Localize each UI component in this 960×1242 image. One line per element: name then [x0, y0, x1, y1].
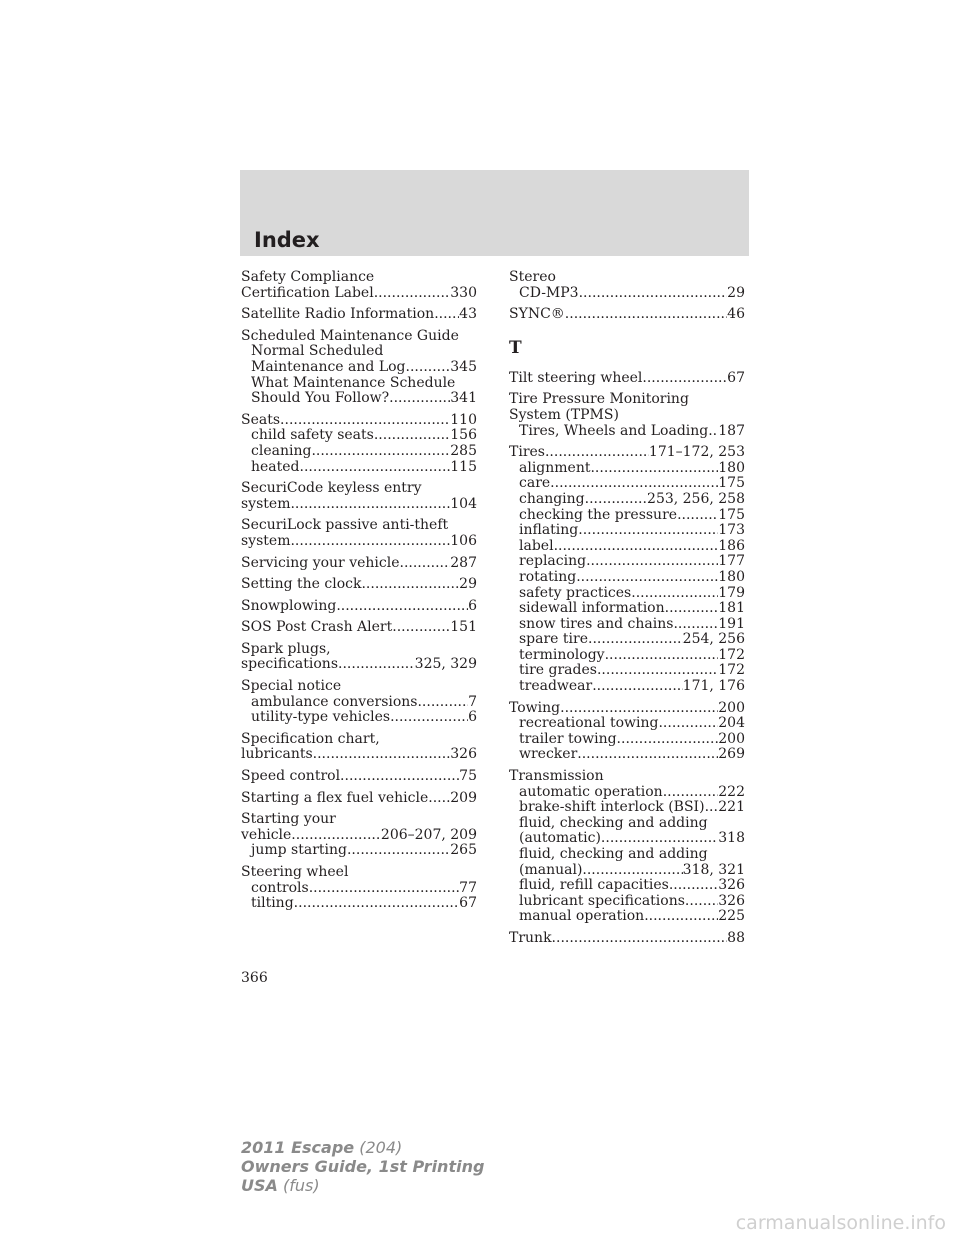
index-subentry — [509, 617, 745, 633]
index-entry-line — [241, 497, 477, 513]
index-subentry — [509, 424, 745, 440]
page-reference: 67 — [727, 369, 745, 386]
index-entry-line — [509, 371, 745, 387]
index-entry — [241, 791, 477, 807]
dot-leader — [631, 586, 718, 602]
entry-label: (automatic) — [519, 830, 601, 847]
entry-label: Satellite Radio Information — [241, 306, 435, 323]
entry-label: child safety seats — [251, 427, 374, 444]
page-reference: 175 — [718, 475, 745, 492]
dot-leader — [361, 577, 459, 593]
index-subentry — [509, 894, 745, 910]
index-entry — [241, 577, 477, 593]
page-reference: 46 — [727, 306, 745, 323]
page-reference: 172 — [718, 662, 745, 679]
dot-leader — [291, 828, 381, 844]
index-subentry — [509, 863, 745, 879]
page-reference: 151 — [450, 619, 477, 636]
page-reference: 285 — [450, 442, 477, 459]
index-subentry — [509, 508, 745, 524]
entry-label: vehicle — [241, 826, 292, 843]
page-reference: 180 — [718, 568, 745, 585]
index-entry-line — [509, 701, 745, 717]
entry-label: manual operation — [519, 908, 645, 925]
dot-leader — [550, 476, 718, 492]
page-number: 366 — [241, 970, 268, 986]
index-entry-line — [509, 307, 745, 323]
entry-label: Transmission — [509, 768, 604, 785]
watermark: carmanualsonline.info — [735, 1212, 946, 1234]
dot-leader — [280, 413, 450, 429]
page-reference: 318, 321 — [682, 861, 745, 878]
index-subentry — [509, 663, 745, 679]
page-reference: 110 — [450, 411, 477, 428]
index-subentry — [509, 539, 745, 555]
dot-leader — [565, 307, 727, 323]
index-entry — [241, 518, 477, 549]
entry-label: changing — [519, 490, 585, 507]
index-subentry — [509, 816, 745, 832]
dot-leader — [406, 360, 451, 376]
entry-label: automatic operation — [519, 783, 663, 800]
entry-label: jump starting — [251, 842, 347, 859]
dot-leader — [685, 894, 718, 910]
entry-label: wrecker — [519, 746, 578, 763]
index-entry-line — [241, 812, 477, 828]
index-entry-line — [241, 679, 477, 695]
index-entry-line — [241, 599, 477, 615]
print-footer — [241, 1138, 484, 1195]
dot-leader — [290, 497, 450, 513]
entry-label: ambulance conversions — [251, 693, 418, 710]
index-subentry — [241, 391, 477, 407]
entry-label: care — [519, 475, 551, 492]
dot-leader — [554, 539, 719, 555]
dot-leader — [592, 679, 682, 695]
index-entry — [241, 307, 477, 323]
dot-leader — [705, 800, 719, 816]
page-reference: 254, 256 — [682, 631, 745, 648]
dot-leader — [313, 747, 451, 763]
entry-label: SYNC® — [509, 306, 565, 323]
index-entry — [241, 769, 477, 785]
entry-label: Specification chart, — [241, 730, 380, 747]
entry-label: Certification Label — [241, 284, 374, 301]
index-subentry — [509, 878, 745, 894]
entry-label: What Maintenance Schedule — [251, 374, 456, 391]
page-reference: 171, 176 — [682, 678, 745, 695]
entry-label: (manual) — [519, 861, 583, 878]
entry-label: brake-shift interlock (BSI) — [519, 799, 705, 816]
dot-leader — [389, 391, 450, 407]
index-entry — [241, 599, 477, 615]
index-entry — [241, 556, 477, 572]
dot-leader — [560, 701, 718, 717]
index-group-s-continued — [509, 270, 745, 323]
page-reference: 209 — [450, 789, 477, 806]
page-reference: 75 — [459, 768, 477, 785]
index-subentry — [509, 523, 745, 539]
dot-leader — [708, 424, 718, 440]
entry-label: Towing — [509, 699, 561, 716]
entry-label: Trunk — [509, 929, 552, 946]
index-entry-line — [241, 791, 477, 807]
index-subentry — [241, 344, 477, 360]
index-entry-line — [241, 413, 477, 429]
page-reference: 106 — [450, 532, 477, 549]
index-entry-line — [241, 620, 477, 636]
page-reference: 179 — [718, 584, 745, 601]
index-entry — [509, 701, 745, 763]
index-entry — [509, 445, 745, 695]
entry-label: Safety Compliance — [241, 269, 375, 285]
page-reference: 191 — [718, 615, 745, 632]
dot-leader — [400, 556, 451, 572]
index-column-left — [241, 270, 477, 918]
index-entry — [241, 865, 477, 912]
page-reference: 269 — [718, 746, 745, 763]
dot-leader — [617, 732, 719, 748]
index-entry — [241, 679, 477, 726]
index-subentry — [509, 732, 745, 748]
page-reference: 287 — [450, 554, 477, 571]
index-entry-line — [509, 408, 745, 424]
entry-label: trailer towing — [519, 730, 617, 747]
index-entry-line — [241, 556, 477, 572]
page-reference: 177 — [718, 553, 745, 570]
dot-leader — [588, 632, 683, 648]
page-reference: 67 — [459, 895, 477, 912]
page-reference: 104 — [450, 495, 477, 512]
page-reference: 173 — [718, 522, 745, 539]
dot-leader — [545, 445, 649, 461]
index-subentry — [509, 847, 745, 863]
index-subentry — [509, 461, 745, 477]
index-subentry — [509, 286, 745, 302]
dot-leader — [590, 461, 718, 477]
index-subentry — [241, 376, 477, 392]
entry-label: spare tire — [519, 631, 589, 648]
dot-leader — [428, 791, 450, 807]
entry-label: CD-MP3 — [519, 284, 579, 301]
page-reference: 180 — [718, 459, 745, 476]
dot-leader — [665, 601, 719, 617]
index-entry-line — [241, 518, 477, 534]
index-entry — [509, 769, 745, 925]
entry-label: sidewall information — [519, 600, 665, 617]
dot-leader — [642, 371, 727, 387]
index-subentry — [509, 831, 745, 847]
page-reference: 200 — [718, 699, 745, 716]
dot-leader — [677, 508, 718, 524]
index-entry-line — [241, 865, 477, 881]
page-reference: 171–172, 253 — [648, 444, 745, 461]
index-subentry — [241, 428, 477, 444]
index-entry-line — [241, 577, 477, 593]
index-entry-line — [241, 657, 477, 673]
dot-leader — [605, 648, 719, 664]
entry-label: terminology — [519, 646, 605, 663]
entry-label: Scheduled Maintenance Guide — [241, 327, 459, 344]
dot-leader — [338, 657, 415, 673]
entry-label: utility-type vehicles — [251, 709, 391, 726]
index-subentry — [509, 492, 745, 508]
page-reference: 326 — [718, 877, 745, 894]
entry-label: Snowplowing — [241, 597, 337, 614]
index-subentry — [509, 716, 745, 732]
page-reference: 175 — [718, 506, 745, 523]
index-subentry — [509, 747, 745, 763]
index-group-t — [509, 371, 745, 947]
index-subentry — [241, 695, 477, 711]
entry-label: snow tires and chains — [519, 615, 674, 632]
index-entry — [241, 270, 477, 301]
entry-label: lubricant specifications — [519, 892, 685, 909]
entry-label: Stereo — [509, 269, 556, 285]
page-reference: 222 — [718, 783, 745, 800]
index-entry-line — [509, 931, 745, 947]
index-subentry — [509, 785, 745, 801]
dot-leader — [300, 460, 451, 476]
entry-label: inflating — [519, 522, 579, 539]
index-subentry — [241, 896, 477, 912]
dot-leader — [290, 534, 450, 550]
index-subentry — [509, 679, 745, 695]
page-reference: 172 — [718, 646, 745, 663]
index-entry-line — [241, 286, 477, 302]
page-reference: 29 — [727, 284, 745, 301]
index-subentry — [241, 460, 477, 476]
entry-label: tire grades — [519, 662, 597, 679]
page-reference: 43 — [459, 306, 477, 323]
dot-leader — [347, 843, 450, 859]
index-subentry — [241, 710, 477, 726]
page-reference: 187 — [718, 422, 745, 439]
footer-line-printing: Owners Guide, 1st Printing — [241, 1157, 485, 1176]
entry-label: Special notice — [241, 678, 342, 695]
dot-leader — [585, 492, 647, 508]
page-title: Index — [254, 228, 320, 252]
page-reference: 253, 256, 258 — [647, 490, 745, 507]
page-reference: 225 — [718, 908, 745, 925]
index-entry — [241, 642, 477, 673]
page-reference: 6 — [468, 709, 477, 726]
entry-label: cleaning — [251, 442, 312, 459]
page-reference: 326 — [450, 746, 477, 763]
entry-label: alignment — [519, 459, 591, 476]
entry-label: Steering wheel — [241, 864, 349, 880]
page-reference: 330 — [450, 284, 477, 301]
index-entry — [509, 371, 745, 387]
index-subentry — [509, 800, 745, 816]
page-reference: 326 — [718, 892, 745, 909]
index-subentry — [241, 881, 477, 897]
footer-line-model: 2011 Escape (204) — [241, 1138, 403, 1157]
dot-leader — [663, 785, 719, 801]
index-entry-line — [509, 392, 745, 408]
index-entry — [509, 270, 745, 301]
index-entry — [241, 620, 477, 636]
index-entry-line — [241, 329, 477, 345]
index-entry-line — [241, 481, 477, 497]
page-reference: 115 — [450, 458, 477, 475]
page-reference: 206–207, 209 — [380, 826, 477, 843]
page-reference: 88 — [727, 929, 745, 946]
index-entry — [241, 413, 477, 475]
page-reference: 200 — [718, 730, 745, 747]
index-header-band — [240, 170, 749, 256]
index-entry — [241, 481, 477, 512]
dot-leader — [340, 769, 459, 785]
entry-label: specifications — [241, 656, 339, 673]
dot-leader — [392, 620, 450, 636]
index-entry — [241, 329, 477, 407]
dot-leader — [601, 831, 718, 847]
entry-label: Should You Follow? — [251, 390, 390, 407]
page-reference: 77 — [459, 879, 477, 896]
page-reference: 6 — [468, 597, 477, 614]
index-entry — [241, 812, 477, 859]
index-subentry — [509, 586, 745, 602]
dot-leader — [434, 307, 459, 323]
index-subentry — [509, 554, 745, 570]
index-column-right — [509, 270, 745, 953]
dot-leader — [673, 617, 718, 633]
dot-leader — [336, 599, 468, 615]
index-entry — [509, 931, 745, 947]
dot-leader — [586, 554, 718, 570]
entry-label: SecuriLock passive anti-theft — [241, 517, 449, 534]
entry-label: Starting your — [241, 811, 336, 828]
entry-label: heated — [251, 458, 300, 475]
dot-leader — [669, 878, 718, 894]
entry-label: Setting the clock — [241, 576, 362, 593]
entry-label: controls — [251, 879, 309, 896]
entry-label: Servicing your vehicle — [241, 554, 400, 571]
index-subentry — [241, 360, 477, 376]
dot-leader — [597, 663, 718, 679]
page-reference: 186 — [718, 537, 745, 554]
page-reference: 325, 329 — [414, 656, 477, 673]
index-subentry — [509, 909, 745, 925]
index-entry-line — [241, 307, 477, 323]
entry-label: system — [241, 532, 291, 549]
index-subentry — [509, 632, 745, 648]
entry-label: recreational towing — [519, 715, 659, 732]
page-reference: 318 — [718, 830, 745, 847]
index-entry-line — [509, 445, 745, 461]
page-reference: 156 — [450, 427, 477, 444]
entry-label: Tires — [509, 444, 545, 461]
entry-label: SOS Post Crash Alert — [241, 619, 393, 636]
entry-label: rotating — [519, 568, 577, 585]
entry-label: fluid, checking and adding — [519, 814, 708, 831]
dot-leader — [644, 909, 718, 925]
entry-label: SecuriCode keyless entry — [241, 480, 422, 497]
index-entry-line — [241, 747, 477, 763]
index-entry-line — [241, 534, 477, 550]
entry-label: Seats — [241, 411, 281, 428]
dot-leader — [577, 747, 718, 763]
index-entry-line — [241, 270, 477, 286]
index-entry — [509, 392, 745, 439]
index-entry-line — [509, 769, 745, 785]
index-entry-line — [241, 732, 477, 748]
dot-leader — [578, 523, 718, 539]
dot-leader — [374, 286, 451, 302]
index-subentry — [509, 476, 745, 492]
index-entry — [241, 732, 477, 763]
entry-label: Tilt steering wheel — [509, 369, 643, 386]
section-letter-t: T — [509, 337, 522, 358]
page-reference: 265 — [450, 842, 477, 859]
footer-line-region: USA (fus) — [241, 1176, 320, 1195]
entry-label: system — [241, 495, 291, 512]
entry-label: Speed control — [241, 768, 341, 785]
index-subentry — [241, 444, 477, 460]
entry-label: fluid, refill capacities — [519, 877, 669, 894]
dot-leader — [390, 710, 468, 726]
entry-label: fluid, checking and adding — [519, 846, 708, 862]
entry-label: Tire Pressure Monitoring — [509, 391, 689, 408]
page-reference: 181 — [718, 600, 745, 617]
index-entry-line — [509, 270, 745, 286]
entry-label: tilting — [251, 895, 294, 912]
entry-label: replacing — [519, 553, 587, 570]
index-subentry — [241, 843, 477, 859]
page-reference: 29 — [459, 576, 477, 593]
entry-label: Normal Scheduled — [251, 343, 384, 360]
entry-label: Tires, Wheels and Loading — [519, 422, 709, 439]
dot-leader — [582, 863, 682, 879]
index-entry-line — [241, 642, 477, 658]
entry-label: treadwear — [519, 678, 593, 695]
dot-leader — [311, 444, 450, 460]
index-subentry — [509, 570, 745, 586]
entry-label: lubricants — [241, 746, 313, 763]
dot-leader — [374, 428, 450, 444]
index-subentry — [509, 601, 745, 617]
entry-label: safety practices — [519, 584, 632, 601]
page-reference: 7 — [468, 693, 477, 710]
page-reference: 204 — [718, 715, 745, 732]
entry-label: Starting a flex fuel vehicle — [241, 789, 429, 806]
index-entry-line — [241, 828, 477, 844]
index-subentry — [509, 648, 745, 664]
entry-label: checking the pressure — [519, 506, 678, 523]
page-reference: 341 — [450, 390, 477, 407]
dot-leader — [294, 896, 460, 912]
index-entry — [509, 307, 745, 323]
page-reference: 221 — [718, 799, 745, 816]
index-entry-line — [241, 769, 477, 785]
dot-leader — [552, 931, 728, 947]
entry-label: Spark plugs, — [241, 640, 331, 657]
entry-label: label — [519, 537, 554, 554]
dot-leader — [579, 286, 728, 302]
dot-leader — [417, 695, 468, 711]
dot-leader — [309, 881, 459, 897]
dot-leader — [576, 570, 718, 586]
page-reference: 345 — [450, 358, 477, 375]
dot-leader — [658, 716, 718, 732]
entry-label: System (TPMS) — [509, 406, 619, 423]
entry-label: Maintenance and Log — [251, 358, 406, 375]
